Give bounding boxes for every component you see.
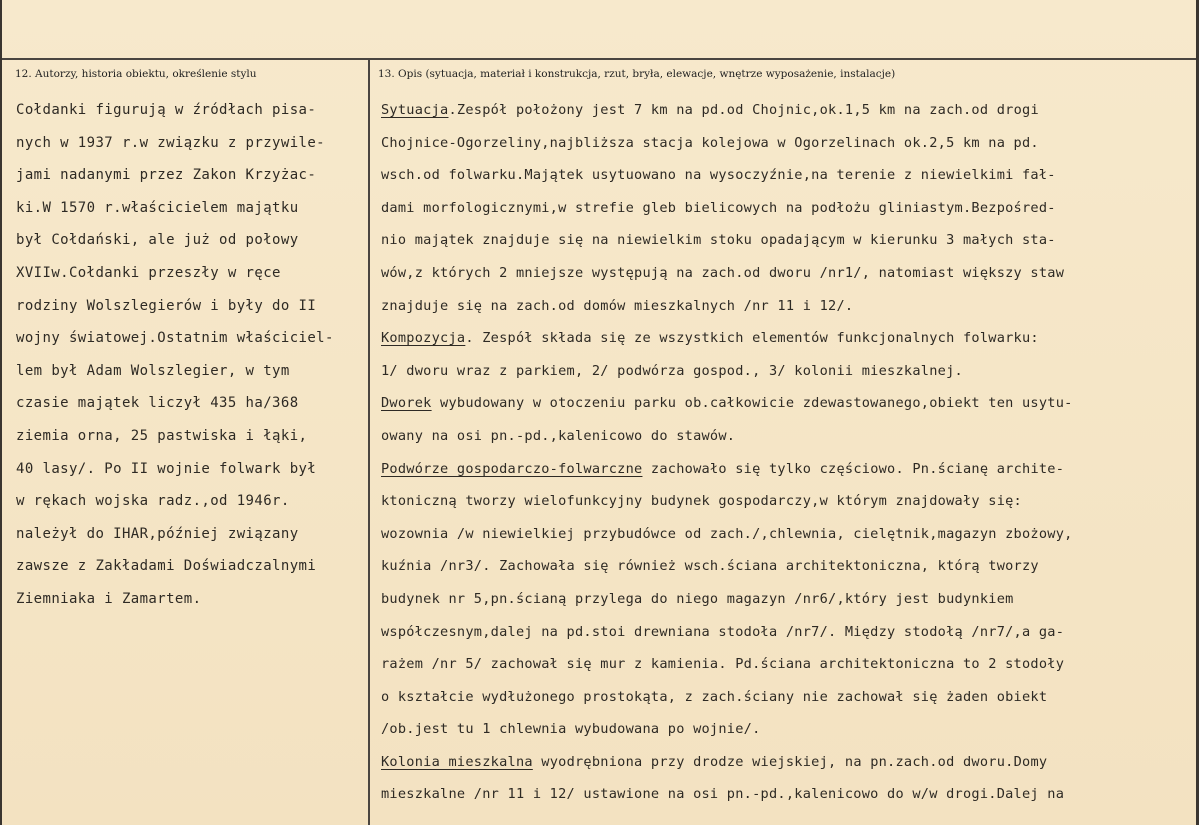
description-line xyxy=(381,453,1193,486)
line-text: znajduje się na zach.od domów mieszkalnych /nr 11 i 12/. xyxy=(381,297,854,314)
description-line xyxy=(381,648,1193,681)
line-text: budynek nr 5,pn.ścianą przylega do niego magazyn /nr6/,który jest budynkiem xyxy=(381,590,1014,607)
line-text: .Zespół położony jest 7 km na pd.od Chojnic,ok.1,5 km na zach.od drogi xyxy=(448,102,1039,118)
description-line xyxy=(381,583,1193,616)
history-line: jami nadanymi przez Zakon Krzyżac- xyxy=(16,167,317,184)
history-line: w rękach wojska radz.,od 1946r. xyxy=(16,493,290,510)
description-line xyxy=(381,159,1193,192)
history-line: ziemia orna, 25 pastwiska i łąki, xyxy=(16,427,308,444)
line-text: wyodrębniona przy drodze wiejskiej, na pn.zach.od dworu.Domy xyxy=(532,753,1048,770)
history-line: ki.W 1570 r.właścicielem majątku xyxy=(16,199,299,216)
description-line xyxy=(381,127,1193,160)
history-line: był Cołdański, ale już od połowy xyxy=(16,232,299,249)
description-line xyxy=(381,94,1193,127)
history-column xyxy=(16,94,366,616)
section-keyword: Kompozycja xyxy=(381,330,466,347)
section-keyword: Dworek xyxy=(381,395,432,412)
history-line: zawsze z Zakładami Doświadczalnymi xyxy=(16,558,317,575)
column-divider xyxy=(368,58,370,825)
card-left-edge xyxy=(0,0,2,825)
section-keyword: Kolonia mieszkalna xyxy=(381,753,533,770)
description-line xyxy=(381,387,1193,420)
section-13-heading: 13. Opis (sytuacja, materiał i konstrukcja, rzut, bryła, elewacje, wnętrze wyposażenie, instalacje) xyxy=(378,68,896,80)
line-text: rażem /nr 5/ zachował się mur z kamienia. Pd.ściana architektoniczna to 2 stodoły xyxy=(381,656,1065,673)
line-text: wybudowany w otoczeniu parku ob.całkowicie zdewastowanego,obiekt ten usytu- xyxy=(431,395,1073,412)
line-text: owany na osi pn.-pd.,kalenicowo do stawów. xyxy=(381,427,736,444)
section-12-heading: 12. Autorzy, historia obiektu, określenie stylu xyxy=(15,68,257,80)
description-line xyxy=(381,257,1193,290)
history-line: czasie majątek liczył 435 ha/368 xyxy=(16,395,299,412)
line-text: wozownia /w niewielkiej przybudówce od zach./,chlewnia, cielętnik,magazyn zbożowy, xyxy=(381,525,1073,542)
line-text: Chojnice-Ogorzeliny,najbliższa stacja kolejowa w Ogorzelinach ok.2,5 km na pd. xyxy=(381,134,1039,151)
description-line xyxy=(381,713,1193,746)
line-text: 1/ dworu wraz z parkiem, 2/ podwórza gospod., 3/ kolonii mieszkalnej. xyxy=(381,362,963,379)
history-line: XVIIw.Cołdanki przeszły w ręce xyxy=(16,264,281,281)
line-text: dami morfologicznymi,w strefie gleb bielicowych na podłożu gliniastym.Bezpośred- xyxy=(381,199,1056,216)
description-line xyxy=(381,224,1193,257)
description-line xyxy=(381,322,1193,355)
history-line: lem był Adam Wolszlegier, w tym xyxy=(16,362,290,379)
description-line xyxy=(381,746,1193,779)
line-text: o kształcie wydłużonego prostokąta, z zach.ściany nie zachował się żaden obiekt xyxy=(381,688,1048,705)
description-column xyxy=(381,94,1193,811)
history-line: należył do IHAR,później związany xyxy=(16,525,299,542)
line-text: wsch.od folwarku.Majątek usytuowano na wysoczyźnie,na terenie z niewielkimi fał- xyxy=(381,167,1056,184)
line-text: /ob.jest tu 1 chlewnia wybudowana po wojnie/. xyxy=(381,721,761,738)
history-line: wojny światowej.Ostatnim właściciel- xyxy=(16,330,334,347)
description-line xyxy=(381,778,1193,811)
history-line: nych w 1937 r.w związku z przywile- xyxy=(16,134,326,151)
line-text: kuźnia /nr3/. Zachowała się również wsch.ściana architektoniczna, którą tworzy xyxy=(381,558,1039,575)
description-line xyxy=(381,518,1193,551)
line-text: mieszkalne /nr 11 i 12/ ustawione na osi pn.-pd.,kalenicowo do w/w drogi.Dalej na xyxy=(381,786,1065,803)
top-rule xyxy=(2,58,1196,60)
section-keyword: Sytuacja xyxy=(381,102,449,118)
line-text: wów,z których 2 mniejsze występują na zach.od dworu /nr1/, natomiast większy staw xyxy=(381,264,1065,281)
description-line xyxy=(381,290,1193,323)
line-text: nio majątek znajduje się na niewielkim stoku opadającym w kierunku 3 małych sta- xyxy=(381,232,1056,249)
description-line xyxy=(381,681,1193,714)
description-line xyxy=(381,420,1193,453)
description-line xyxy=(381,550,1193,583)
history-line: Ziemniaka i Zamartem. xyxy=(16,590,202,607)
line-text: ktoniczną tworzy wielofunkcyjny budynek gospodarczy,w którym znajdowały się: xyxy=(381,493,1022,510)
description-line xyxy=(381,355,1193,388)
history-line: rodziny Wolszlegierów i były do II xyxy=(16,297,317,314)
history-line: Cołdanki figurują w źródłach pisa- xyxy=(16,102,317,118)
line-text: współczesnym,dalej na pd.stoi drewniana stodoła /nr7/. Między stodołą /nr7/,a ga- xyxy=(381,623,1065,640)
history-line: 40 lasy/. Po II wojnie folwark był xyxy=(16,460,317,477)
description-line xyxy=(381,616,1193,649)
line-text: zachowało się tylko częściowo. Pn.ścianę archite- xyxy=(642,460,1065,477)
section-keyword: Podwórze gospodarczo-folwarczne xyxy=(381,460,643,477)
description-line xyxy=(381,485,1193,518)
line-text: . Zespół składa się ze wszystkich elementów funkcjonalnych folwarku: xyxy=(465,330,1039,347)
description-line xyxy=(381,192,1193,225)
